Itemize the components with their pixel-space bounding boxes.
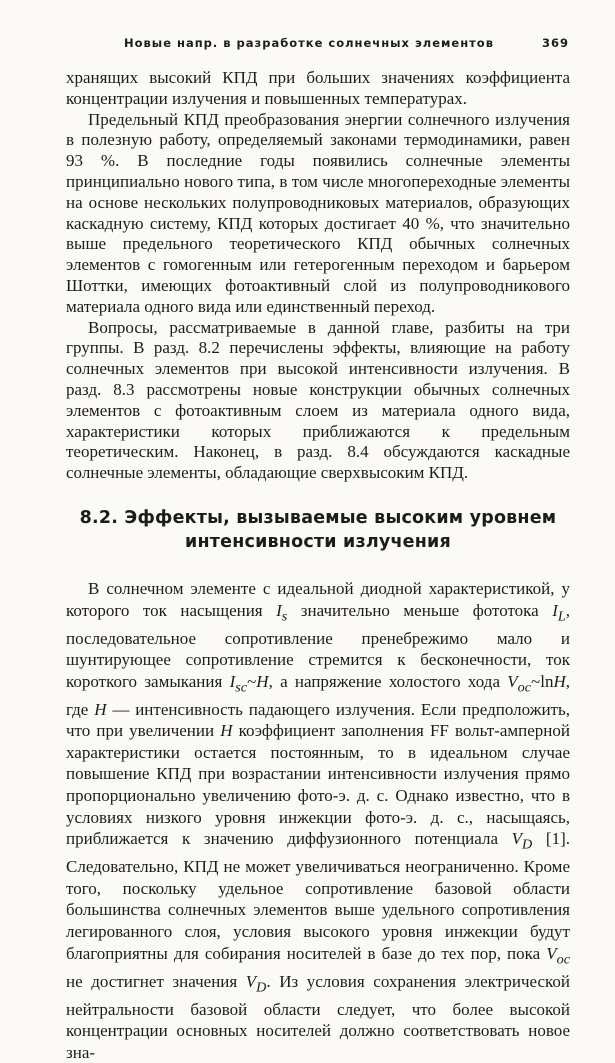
symbol-H: H	[256, 671, 269, 691]
symbol-I: I	[229, 671, 236, 691]
paragraph-continuation: хранящих высокий КПД при больших значениях коэффициента концентрации излучения и повышенных температурах.	[66, 68, 570, 108]
section-heading-line-2: интенсивности излучения	[185, 531, 451, 552]
symbol-H: H	[553, 671, 566, 691]
symbol-V: V	[511, 829, 523, 849]
symbol-I: I	[552, 600, 558, 620]
symbol-V: V	[245, 971, 257, 991]
symbol-V: V	[546, 943, 557, 963]
page-body	[66, 68, 570, 1063]
symbol-V: V	[507, 671, 518, 691]
section-heading-line-1: 8.2. Эффекты, вызываемые высоким уровнем	[79, 507, 557, 528]
paragraph-chapter-overview: Вопросы, рассматриваемые в данной главе, разбиты на три группы. В разд. 8.2 перечислены эффекты, влияющие на работу солнечных элементов при высокой интенсивности излучения. В разд. 8.3 рассмотрены новые конструкции обычных солнечных элементов с фотоактивным слоем из материала одного вида, характеристики которых приближаются к предельным теоретическим. Наконец, в разд. 8.4 обсуждаются каскадные солнечные элементы, обладающие сверхвысоким КПД.	[66, 317, 570, 483]
running-title: Новые напр. в разработке солнечных элементов	[124, 36, 494, 50]
paragraph-ideal-diode: В солнечном элементе с идеальной диодной характеристикой, у которого ток насыщения $I_s$ значительно меньше фототока $I_L$, последовательное сопротивление пренебрежимо мало и шунтирующее сопротивление стремится к бесконечности, ток короткого замыкания $I_{sc}\sim H$, а напряжение холостого хода $V_{oc}\sim\ln H$, где H — интенсивность падающего излучения. Если предположить, что при увеличении H коэффициент заполнения FF вольт-амперной характеристики остается постоянным, то в идеальном случае повышение КПД при возрастании интенсивности излучения прямо пропорционально увеличению фото-э. д. с. Однако известно, что в условиях низкого уровня инжекции фото-э. д. с., насыщаясь, приближается к значению диффузионного потенциала $V_D$ [1]. Следовательно, КПД не может увеличиваться неограниченно. Кроме того, поскольку удельное сопротивление базовой области большинства солнечных элементов выше удельного сопротивления легированного слоя, условия высокого уровня инжекции будут благоприятны для собирания носителей в базе до тех пор, пока $V_{oc}$ не достигнет значения $V_D$. Из условия сохранения электрической нейтральности базовой области следует, что более высокой концентрации основных носителей должно соответствовать новое зна-	[66, 578, 571, 1062]
symbol-I: I	[276, 600, 282, 620]
section-heading	[66, 506, 570, 554]
paragraph-efficiency-limit: Предельный КПД преобразования энергии солнечного излучения в полезную работу, определяемый законами термодинамики, равен 93 %. В последние годы появились солнечные элементы принципиально нового типа, в том числе многопереходные элементы на основе нескольких полупроводниковых материалов, образующих каскадную систему, КПД которых достигает 40 %, что значительно выше предельного теоретического КПД обычных солнечных элементов с гомогенным или гетерогенным переходом и барьером Шоттки, имеющих фотоактивный слой из полупроводникового материала одного вида или единственный переход.	[66, 109, 570, 316]
symbol-H: H	[94, 699, 107, 719]
page-number: 369	[541, 36, 569, 50]
running-header	[66, 36, 569, 50]
symbol-H: H	[220, 721, 233, 741]
